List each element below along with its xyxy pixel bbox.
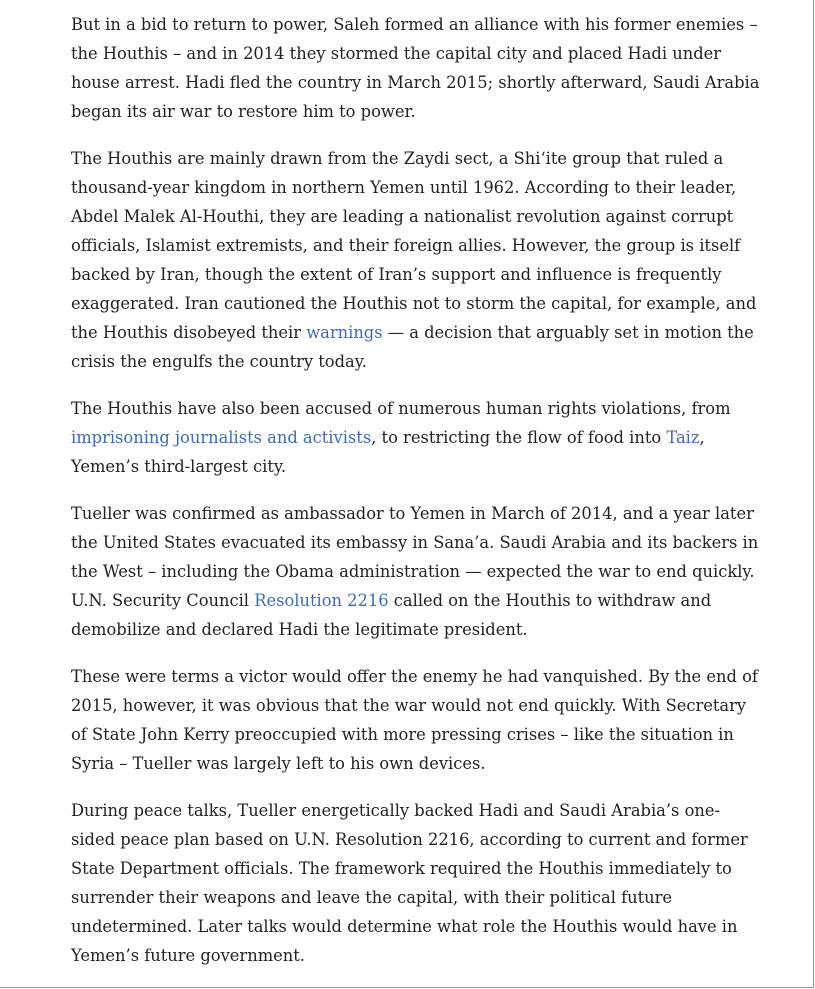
taiz-link[interactable]: Taiz [666,428,700,447]
imprisoning-journalists-link[interactable]: imprisoning journalists and activists [71,428,372,447]
paragraph-text: These were terms a victor would offer the enemy he had vanquished. By the end of 2015, however, it was obvious that the war would not end quickly. With Secretary of State John Kerry preoccupied with more pressing crises – like the situation in Syria – Tueller was largely left to his own devices. [71,667,758,773]
warnings-link[interactable]: warnings [306,323,383,342]
paragraph-text: The Houthis have also been accused of numerous human rights violations, from [71,399,731,418]
paragraph-text: — a decision that arguably set in motion the crisis the engulfs the country today. [71,323,754,371]
paragraph-text: , Yemen’s third-largest city. [71,428,705,476]
paragraph-text: During peace talks, Tueller energetically backed Hadi and Saudi Arabia’s one-sided peace plan based on U.N. Resolution 2216, according to current and former State Department officials. The framework required the Houthis immediately to surrender their weapons and leave the capital, with their political future undetermined. Later talks would determine what role the Houthis would have in Yemen’s future government. [71,801,748,965]
paragraph-6 [71,796,761,970]
paragraph-text: , to restricting the flow of food into [371,428,667,447]
paragraph-text: called on the Houthis to withdraw and demobilize and declared Hadi the legitimate president. [71,591,712,639]
paragraph-text: The Houthis are mainly drawn from the Zaydi sect, a Shi‘ite group that ruled a thousand-year kingdom in northern Yemen until 1962. According to their leader, Abdel Malek Al-Houthi, they are leading a nationalist revolution against corrupt officials, Islamist extremists, and their foreign allies. However, the group is itself backed by Iran, though the extent of Iran’s support and influence is frequently exaggerated. Iran cautioned the Houthis not to storm the capital, for example, and the Houthis disobeyed their [71,149,757,342]
article-body [71,10,761,988]
paragraph-text: But in a bid to return to power, Saleh formed an alliance with his former enemies – the Houthis – and in 2014 they stormed the capital city and placed Hadi under house arrest. Hadi fled the country in March 2015; shortly afterward, Saudi Arabia began its air war to restore him to power. [71,15,760,121]
paragraph-text: Tueller was confirmed as ambassador to Yemen in March of 2014, and a year later the United States evacuated its embassy in Sana’a. Saudi Arabia and its backers in the West – including the Obama administration — expected the war to end quickly. U.N. Security Council [71,504,759,610]
paragraph-2 [71,144,761,376]
resolution-2216-link[interactable]: Resolution 2216 [254,591,389,610]
paragraph-1 [71,10,761,126]
paragraph-4 [71,499,761,644]
paragraph-5 [71,662,761,778]
paragraph-3 [71,394,761,481]
